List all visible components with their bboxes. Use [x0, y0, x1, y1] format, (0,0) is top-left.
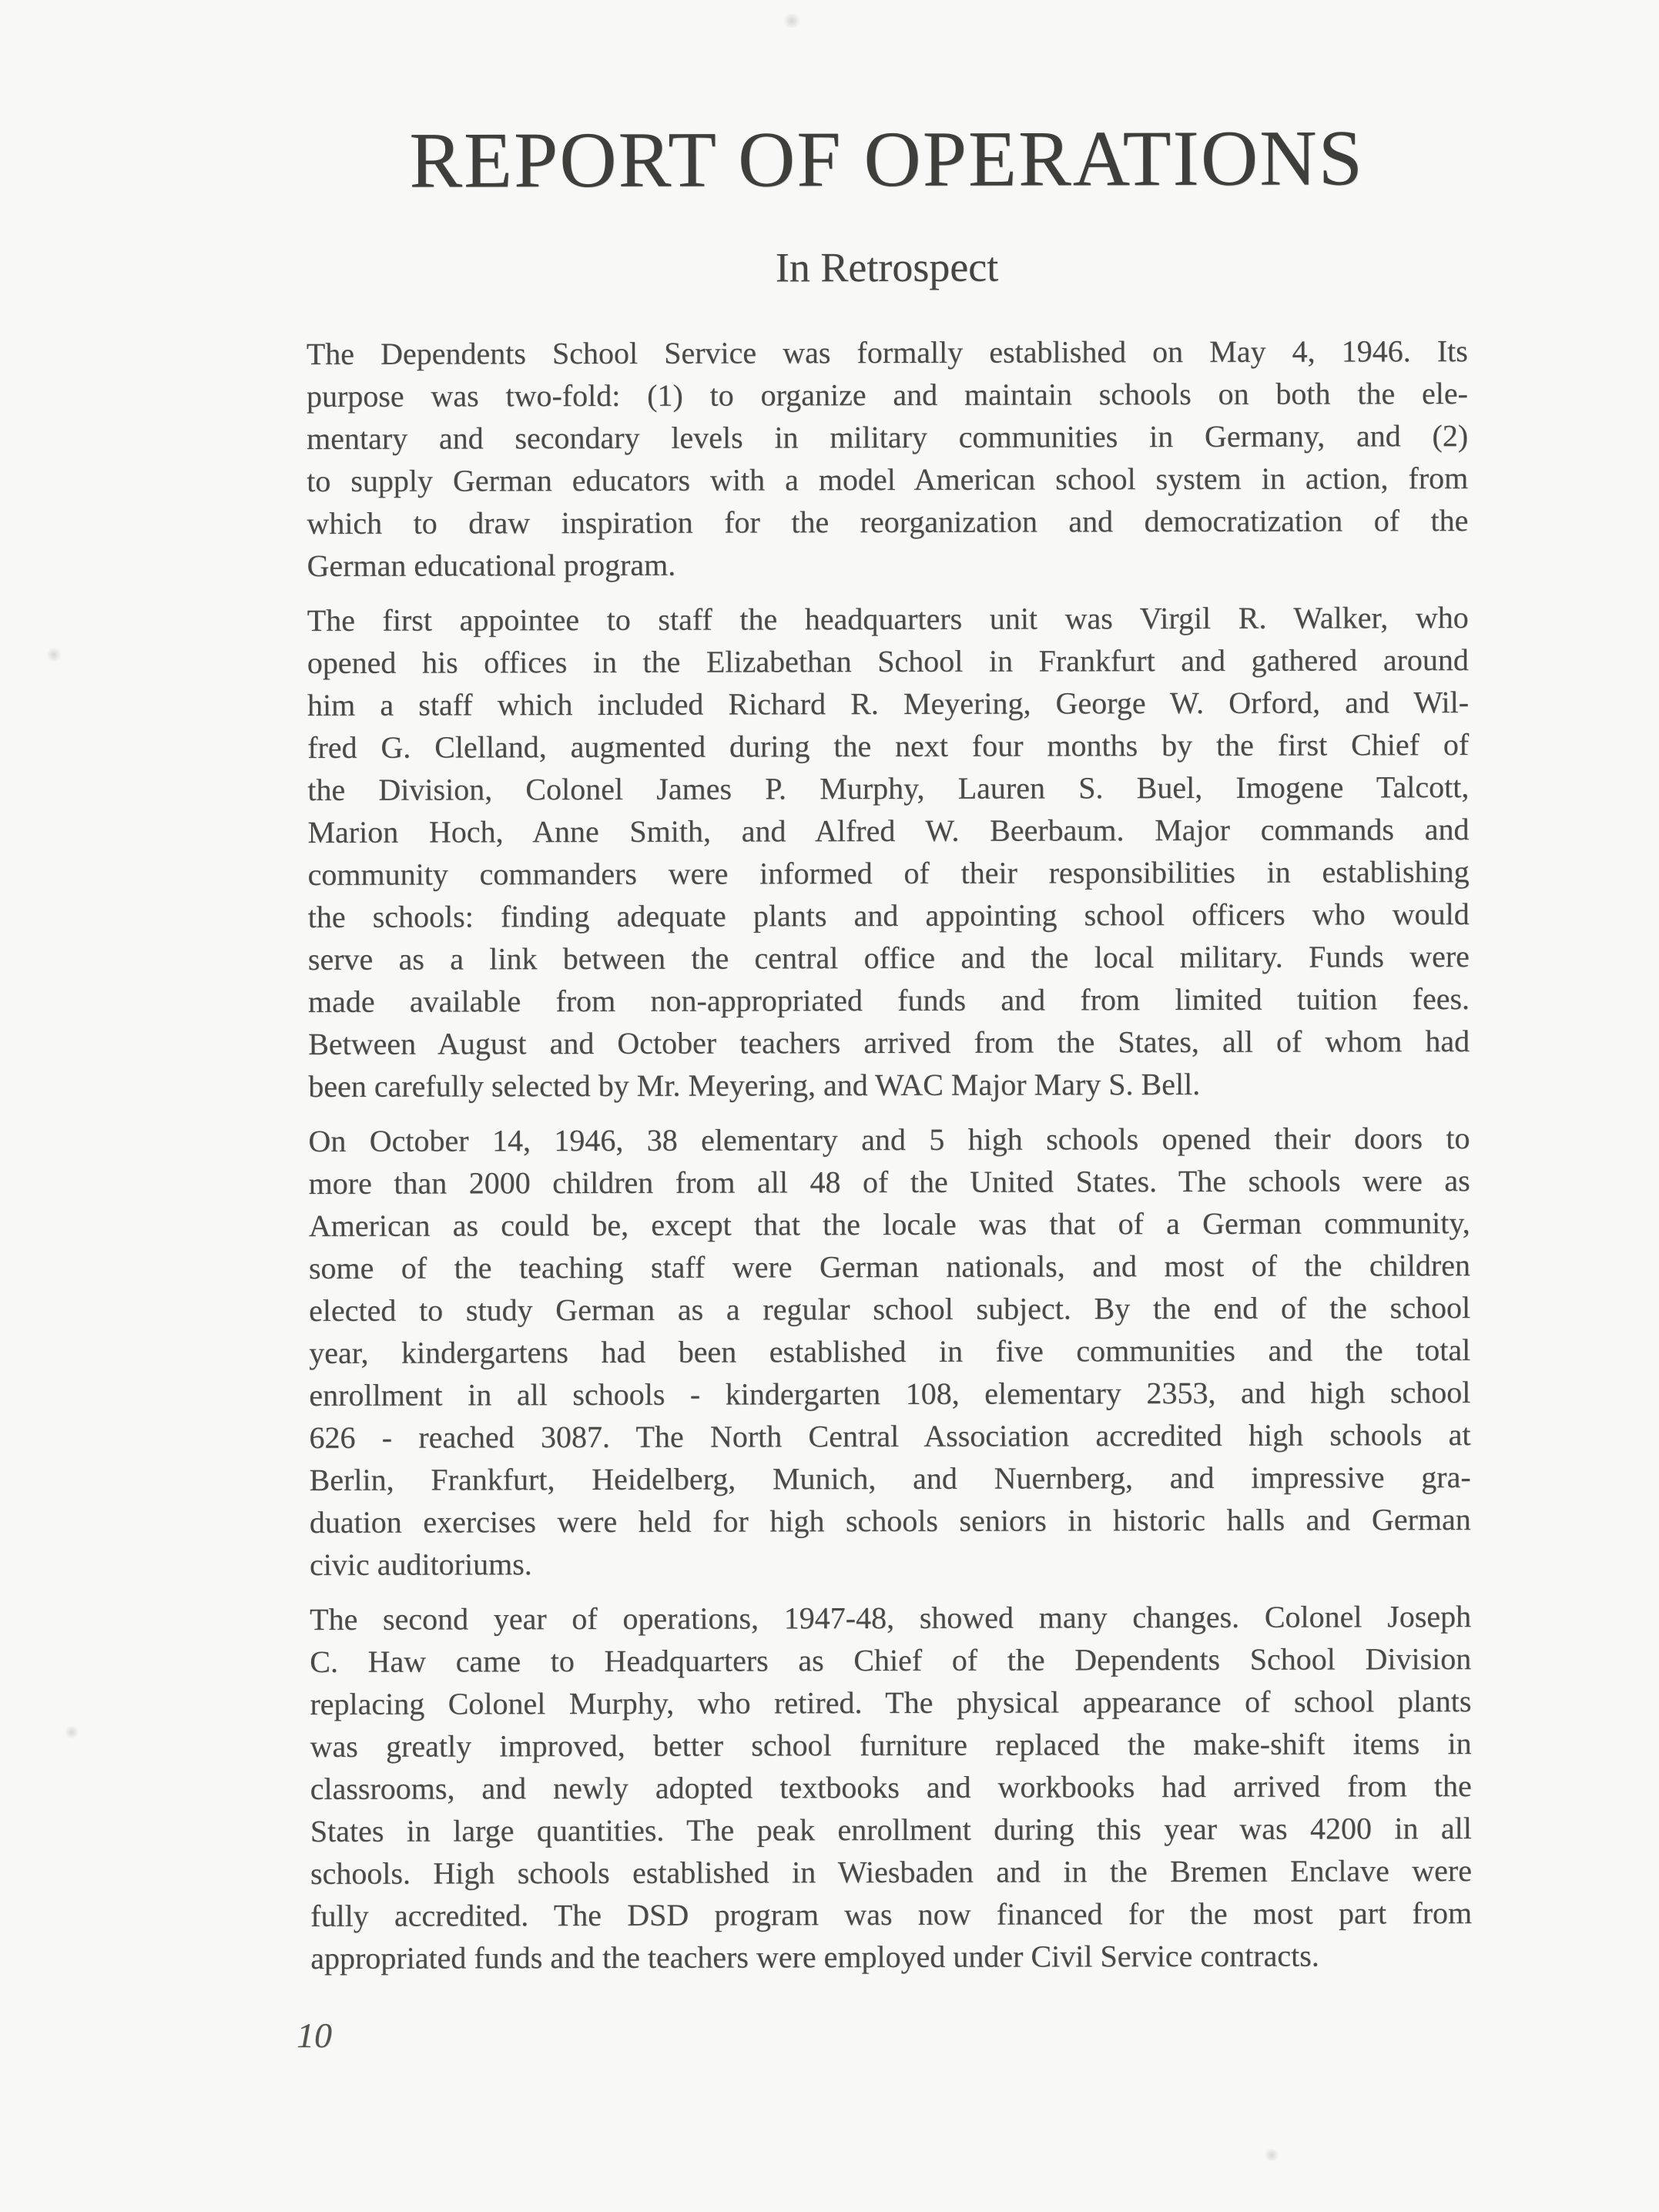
- text-line: community commanders were informed of their responsibilities in establishing: [307, 854, 1470, 892]
- text-line: to supply German educators with a model American school system in action, from: [307, 461, 1469, 498]
- text-line: 626 - reached 3087. The North Central Association accredited high schools at: [309, 1417, 1471, 1455]
- text-line: purpose was two-fold: (1) to organize and maintain schools on both the ele-: [306, 376, 1469, 414]
- scan-speck: [1263, 2149, 1280, 2161]
- paragraph: [307, 596, 1470, 1108]
- text-line: year, kindergartens had been established in five communities and the total: [309, 1332, 1471, 1370]
- text-line: fred G. Clelland, augmented during the next four months by the first Chief of: [307, 727, 1470, 765]
- text-line: German educational program.: [307, 547, 676, 583]
- body-text: [307, 330, 1473, 1979]
- text-line: was greatly improved, better school furniture replaced the make-shift items in: [310, 1726, 1472, 1764]
- page-number: 10: [297, 2016, 332, 2055]
- text-line: C. Haw came to Headquarters as Chief of the Dependents School Division: [310, 1641, 1472, 1679]
- text-line: The Dependents School Service was formally established on May 4, 1946. Its: [306, 333, 1468, 371]
- text-line: On October 14, 1946, 38 elementary and 5 high schools opened their doors to: [308, 1121, 1470, 1158]
- text-line: serve as a link between the central office and the local military. Funds were: [307, 939, 1470, 977]
- text-line: Between August and October teachers arrived from the States, all of whom had: [308, 1024, 1470, 1061]
- page-content: [306, 0, 1473, 1992]
- text-line: Marion Hoch, Anne Smith, and Alfred W. Beerbaum. Major commands and: [307, 812, 1470, 850]
- scan-speck: [65, 1725, 79, 1739]
- text-line: which to draw inspiration for the reorganization and democratization of the: [307, 503, 1469, 541]
- paragraph: [310, 1595, 1472, 1979]
- text-line: elected to study German as a regular school subject. By the end of the school: [309, 1290, 1471, 1328]
- text-line: opened his offices in the Elizabethan School in Frankfurt and gathered around: [307, 642, 1469, 680]
- text-line: States in large quantities. The peak enrollment during this year was 4200 in all: [310, 1811, 1472, 1848]
- text-line: civic auditoriums.: [309, 1547, 532, 1582]
- text-line: mentary and secondary levels in military communities in Germany, and (2): [307, 418, 1469, 456]
- text-line: The first appointee to staff the headquarters unit was Virgil R. Walker, who: [307, 600, 1469, 638]
- text-line: appropriated funds and the teachers were employed under Civil Service contracts.: [310, 1938, 1319, 1976]
- text-line: Berlin, Frankfurt, Heidelberg, Munich, and Nuernberg, and impressive gra-: [309, 1460, 1471, 1497]
- text-line: duation exercises were held for high schools seniors in historic halls and German: [309, 1502, 1471, 1540]
- text-line: classrooms, and newly adopted textbooks and workbooks had arrived from the: [310, 1768, 1472, 1806]
- text-line: The second year of operations, 1947-48, showed many changes. Colonel Joseph: [310, 1599, 1472, 1637]
- text-line: the Division, Colonel James P. Murphy, Lauren S. Buel, Imogene Talcott,: [307, 769, 1470, 807]
- text-line: American as could be, except that the locale was that of a German community,: [308, 1205, 1470, 1243]
- text-line: enrollment in all schools - kindergarten 108, elementary 2353, and high school: [309, 1375, 1471, 1413]
- text-line: him a staff which included Richard R. Meyering, George W. Orford, and Wil-: [307, 685, 1470, 722]
- text-line: fully accredited. The DSD program was now financed for the most part from: [310, 1895, 1473, 1933]
- section-subtitle: In Retrospect: [775, 243, 999, 291]
- text-line: some of the teaching staff were German nationals, and most of the children: [308, 1248, 1470, 1285]
- text-line: schools. High schools established in Wiesbaden and in the Bremen Enclave were: [310, 1853, 1473, 1891]
- paragraph: [307, 330, 1469, 587]
- text-line: the schools: finding adequate plants and appointing school officers who would: [307, 897, 1470, 934]
- page-title: REPORT OF OPERATIONS: [409, 114, 1365, 205]
- text-line: made available from non-appropriated funds and from limited tuition fees.: [307, 981, 1470, 1019]
- text-line: more than 2000 children from all 48 of the United States. The schools were as: [308, 1163, 1470, 1201]
- text-line: replacing Colonel Murphy, who retired. The physical appearance of school plants: [310, 1684, 1472, 1721]
- text-line: been carefully selected by Mr. Meyering, and WAC Major Mary S. Bell.: [308, 1066, 1201, 1104]
- paragraph: [308, 1117, 1471, 1586]
- scan-speck: [46, 647, 62, 662]
